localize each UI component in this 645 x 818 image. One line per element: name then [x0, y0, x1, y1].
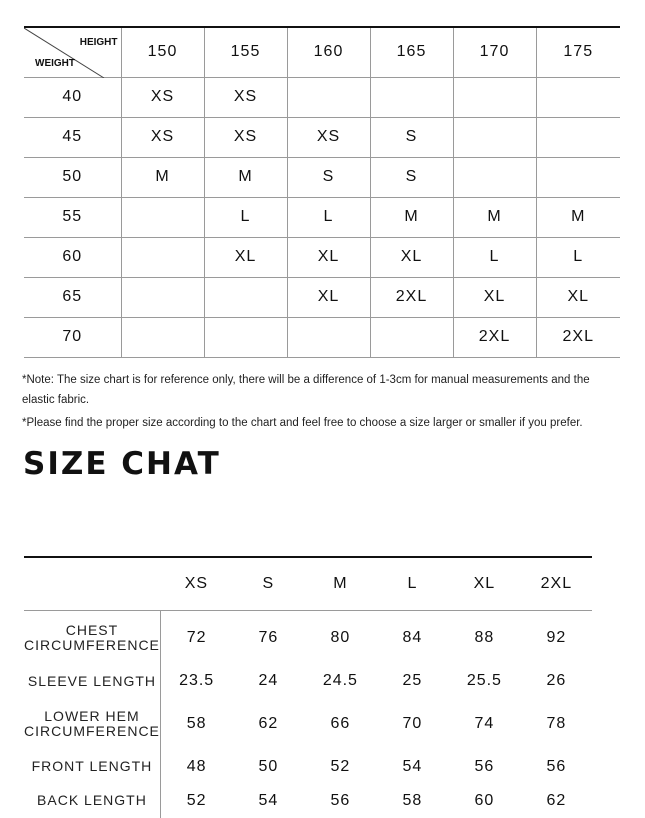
size-cell: 2XL — [536, 317, 620, 357]
weight-row-header: 60 — [24, 237, 121, 277]
measurement-value: 60 — [474, 791, 495, 809]
size-cell: M — [370, 197, 453, 237]
table-row — [24, 157, 620, 197]
size-col-header: XS — [160, 557, 232, 611]
size-cell — [121, 237, 204, 277]
size-cell: S — [287, 157, 370, 197]
measurement-value: 24 — [258, 672, 279, 689]
diagonal-divider — [24, 28, 121, 78]
measurement-value: 76 — [258, 628, 279, 646]
height-col-header: 170 — [453, 27, 536, 77]
size-cell: L — [204, 197, 287, 237]
measurement-value: 80 — [330, 628, 351, 646]
measurement-value: 25 — [402, 672, 423, 689]
size-cell: XS — [121, 117, 204, 157]
size-cell: 2XL — [453, 317, 536, 357]
size-cell: L — [287, 197, 370, 237]
measurement-value: 56 — [546, 757, 567, 775]
measurement-label: LOWER HEM CIRCUMFERENCE — [24, 698, 160, 750]
size-col-header: M — [304, 557, 376, 611]
size-col-header: S — [232, 557, 304, 611]
size-cell: XL — [536, 277, 620, 317]
table-row — [24, 665, 592, 698]
size-cell: XL — [370, 237, 453, 277]
table-row — [24, 611, 592, 665]
table-row — [24, 750, 592, 784]
size-cell: XS — [287, 117, 370, 157]
size-cell — [370, 317, 453, 357]
size-cell: M — [204, 157, 287, 197]
measurement-value: 62 — [546, 791, 567, 809]
height-col-header: 175 — [536, 27, 620, 77]
table-row — [24, 277, 620, 317]
size-cell — [536, 77, 620, 117]
size-cell: XL — [287, 237, 370, 277]
height-col-header: 155 — [204, 27, 287, 77]
size-cell: L — [536, 237, 620, 277]
size-cell: S — [370, 157, 453, 197]
height-col-header: 150 — [121, 27, 204, 77]
table-row — [24, 317, 620, 357]
measurement-value: 70 — [402, 714, 423, 732]
measurement-value: 66 — [330, 714, 351, 732]
measurement-value: 50 — [258, 757, 279, 775]
size-chart-title: SIZE CHAT — [23, 446, 221, 482]
table-row — [24, 784, 592, 818]
measurement-value: 78 — [546, 714, 567, 732]
size-cell — [287, 77, 370, 117]
table-row — [24, 77, 620, 117]
size-cell: M — [121, 157, 204, 197]
size-cell: XS — [121, 77, 204, 117]
size-cell: M — [453, 197, 536, 237]
measurement-value: 54 — [402, 757, 423, 775]
measurement-label: BACK LENGTH — [24, 784, 160, 818]
size-cell — [536, 117, 620, 157]
size-cell — [453, 117, 536, 157]
measurement-value: 58 — [186, 714, 207, 732]
measurement-label: FRONT LENGTH — [24, 750, 160, 784]
measurement-value: 48 — [186, 757, 207, 775]
size-cell — [370, 77, 453, 117]
measurement-value: 88 — [474, 628, 495, 646]
size-cell: XL — [204, 237, 287, 277]
table-row — [24, 117, 620, 157]
weight-row-header: 70 — [24, 317, 121, 357]
height-col-header: 165 — [370, 27, 453, 77]
measurement-value: 62 — [258, 714, 279, 732]
size-cell: XL — [453, 277, 536, 317]
measurement-value: 92 — [546, 628, 567, 646]
empty-corner-cell — [24, 557, 160, 611]
measurement-value: 74 — [474, 714, 495, 732]
size-cell — [121, 197, 204, 237]
size-cell — [536, 157, 620, 197]
size-cell — [287, 317, 370, 357]
weight-row-header: 45 — [24, 117, 121, 157]
table-row — [24, 197, 620, 237]
size-cell — [453, 77, 536, 117]
height-axis-label: HEIGHT — [79, 37, 118, 48]
weight-row-header: 50 — [24, 157, 121, 197]
corner-header-cell — [24, 27, 121, 77]
measurement-value: 52 — [186, 791, 207, 809]
measurement-value: 72 — [186, 628, 207, 646]
measurement-value: 56 — [330, 791, 351, 809]
size-cell: L — [453, 237, 536, 277]
measurement-value: 24.5 — [322, 672, 358, 689]
weight-row-header: 65 — [24, 277, 121, 317]
size-col-header: XL — [448, 557, 520, 611]
weight-row-header: 55 — [24, 197, 121, 237]
height-col-header: 160 — [287, 27, 370, 77]
size-col-header: L — [376, 557, 448, 611]
table-row — [24, 237, 620, 277]
measurement-value: 25.5 — [466, 672, 502, 689]
size-cell — [204, 317, 287, 357]
weight-axis-label: WEIGHT — [35, 57, 75, 69]
size-cell — [121, 277, 204, 317]
size-cell — [204, 277, 287, 317]
size-cell: M — [536, 197, 620, 237]
height-weight-size-table — [24, 26, 620, 358]
reference-note: *Note: The size chart is for reference only, there will be a difference of 1-3cm for manual measurements and the elastic fabric. — [22, 374, 590, 406]
table-row — [24, 698, 592, 750]
size-cell: 2XL — [370, 277, 453, 317]
measurement-value: 58 — [402, 791, 423, 809]
measurement-value: 84 — [402, 628, 423, 646]
measurement-value: 54 — [258, 791, 279, 809]
size-header-row — [24, 557, 592, 611]
measurement-label: SLEEVE LENGTH — [24, 665, 160, 698]
size-cell: XS — [204, 77, 287, 117]
size-cell: XL — [287, 277, 370, 317]
weight-row-header: 40 — [24, 77, 121, 117]
measurement-table — [24, 556, 592, 818]
height-header-row — [24, 27, 620, 77]
size-col-header: 2XL — [520, 557, 592, 611]
size-choice-note: *Please find the proper size according to the chart and feel free to choose a size larger or smaller if you prefer. — [22, 417, 583, 429]
measurement-value: 26 — [546, 672, 567, 689]
size-cell: S — [370, 117, 453, 157]
measurement-value: 56 — [474, 757, 495, 775]
measurement-value: 23.5 — [179, 672, 215, 689]
size-cell — [121, 317, 204, 357]
measurement-label: CHEST CIRCUMFERENCE — [24, 611, 160, 665]
size-cell — [453, 157, 536, 197]
measurement-value: 52 — [330, 757, 351, 775]
size-cell: XS — [204, 117, 287, 157]
